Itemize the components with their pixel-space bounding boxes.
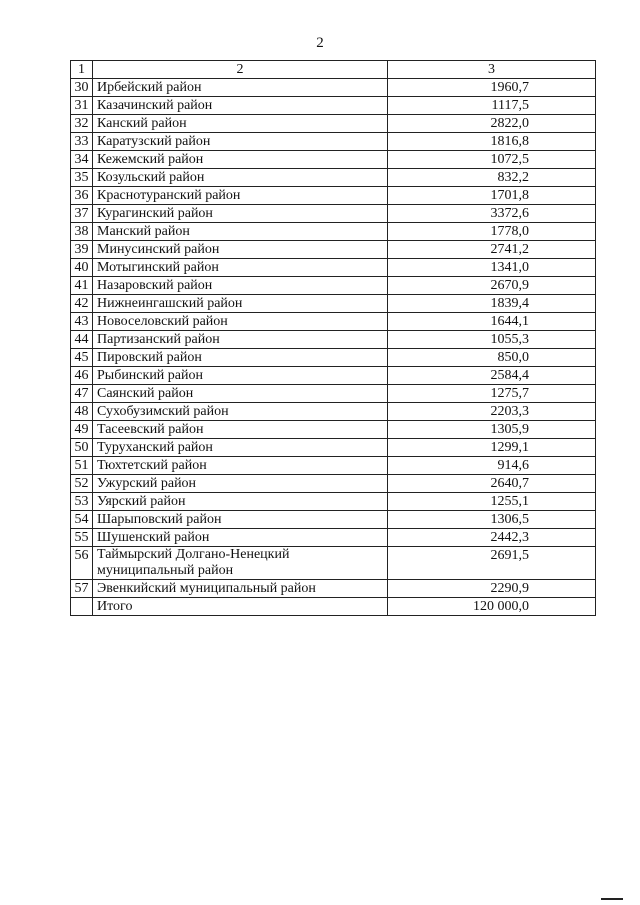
- row-number: 49: [71, 421, 93, 439]
- row-number: 33: [71, 133, 93, 151]
- amount-value: 1275,7: [388, 385, 596, 403]
- scan-mark: [601, 898, 623, 900]
- table-row: [71, 385, 596, 403]
- row-number: 41: [71, 277, 93, 295]
- row-number: 57: [71, 580, 93, 598]
- table-row: [71, 439, 596, 457]
- district-name: Сухобузимский район: [93, 403, 388, 421]
- district-name: Манский район: [93, 223, 388, 241]
- table-row: [71, 331, 596, 349]
- amount-value: 1255,1: [388, 493, 596, 511]
- amount-value: 2670,9: [388, 277, 596, 295]
- table-row: [71, 205, 596, 223]
- amount-value: 1117,5: [388, 97, 596, 115]
- table-row: [71, 475, 596, 493]
- district-name: Каратузский район: [93, 133, 388, 151]
- amount-value: 2442,3: [388, 529, 596, 547]
- table-row: [71, 367, 596, 385]
- row-number: 32: [71, 115, 93, 133]
- table-body: [71, 61, 596, 616]
- amount-value: 2822,0: [388, 115, 596, 133]
- district-name: Таймырский Долгано-Ненецкий муниципальный район: [93, 547, 388, 580]
- amount-value: 2741,2: [388, 241, 596, 259]
- table-header-row: [71, 61, 596, 79]
- table-row: [71, 151, 596, 169]
- district-name: Ужурский район: [93, 475, 388, 493]
- table-row: [71, 97, 596, 115]
- row-number: 50: [71, 439, 93, 457]
- amount-value: 2691,5: [388, 547, 596, 580]
- row-number: 54: [71, 511, 93, 529]
- header-col-2: 2: [93, 61, 388, 79]
- table-row: [71, 241, 596, 259]
- district-name: Тюхтетский район: [93, 457, 388, 475]
- amount-value: 1306,5: [388, 511, 596, 529]
- district-name: Казачинский район: [93, 97, 388, 115]
- amount-value: 1778,0: [388, 223, 596, 241]
- table-row: [71, 547, 596, 580]
- row-number: 31: [71, 97, 93, 115]
- amount-value: 3372,6: [388, 205, 596, 223]
- row-number: 35: [71, 169, 93, 187]
- table-row: [71, 223, 596, 241]
- district-name: Кежемский район: [93, 151, 388, 169]
- table-row: [71, 511, 596, 529]
- table-row: [71, 421, 596, 439]
- district-name: Канский район: [93, 115, 388, 133]
- district-name: Эвенкийский муниципальный район: [93, 580, 388, 598]
- row-number: 39: [71, 241, 93, 259]
- district-name: Курагинский район: [93, 205, 388, 223]
- table-row: [71, 313, 596, 331]
- district-name: Новоселовский район: [93, 313, 388, 331]
- amount-value: 1644,1: [388, 313, 596, 331]
- table-row: [71, 580, 596, 598]
- row-number: 34: [71, 151, 93, 169]
- district-name: Тасеевский район: [93, 421, 388, 439]
- amount-value: 1305,9: [388, 421, 596, 439]
- table-row: [71, 133, 596, 151]
- table-row: [71, 493, 596, 511]
- row-number: 37: [71, 205, 93, 223]
- table-row: [71, 403, 596, 421]
- row-number: 47: [71, 385, 93, 403]
- district-name: Рыбинский район: [93, 367, 388, 385]
- district-name: Минусинский район: [93, 241, 388, 259]
- amount-value: 1701,8: [388, 187, 596, 205]
- row-number: 56: [71, 547, 93, 580]
- row-number: 43: [71, 313, 93, 331]
- header-col-1: 1: [71, 61, 93, 79]
- amount-value: 1072,5: [388, 151, 596, 169]
- row-number: 51: [71, 457, 93, 475]
- district-name: Мотыгинский район: [93, 259, 388, 277]
- amount-value: 2584,4: [388, 367, 596, 385]
- amount-value: 1341,0: [388, 259, 596, 277]
- amount-value: 1816,8: [388, 133, 596, 151]
- district-name: Пировский район: [93, 349, 388, 367]
- district-name: Краснотуранский район: [93, 187, 388, 205]
- table-row: [71, 187, 596, 205]
- row-number: 55: [71, 529, 93, 547]
- table-row: [71, 115, 596, 133]
- table-row: [71, 259, 596, 277]
- table-row: [71, 295, 596, 313]
- amount-value: 2203,3: [388, 403, 596, 421]
- row-number: 52: [71, 475, 93, 493]
- district-name: Партизанский район: [93, 331, 388, 349]
- row-number: 38: [71, 223, 93, 241]
- district-name: Шарыповский район: [93, 511, 388, 529]
- district-name: Ирбейский район: [93, 79, 388, 97]
- district-name: Саянский район: [93, 385, 388, 403]
- amount-value: 850,0: [388, 349, 596, 367]
- allocation-table: [70, 60, 596, 616]
- row-number: 30: [71, 79, 93, 97]
- table-row: [71, 169, 596, 187]
- row-number: 42: [71, 295, 93, 313]
- row-number: 44: [71, 331, 93, 349]
- amount-value: 914,6: [388, 457, 596, 475]
- amount-value: 832,2: [388, 169, 596, 187]
- district-name: Шушенский район: [93, 529, 388, 547]
- table-row: [71, 277, 596, 295]
- table-row: [71, 349, 596, 367]
- header-col-3: 3: [388, 61, 596, 79]
- row-number: 48: [71, 403, 93, 421]
- amount-value: 1839,4: [388, 295, 596, 313]
- row-number: 40: [71, 259, 93, 277]
- row-number: 36: [71, 187, 93, 205]
- district-name: Туруханский район: [93, 439, 388, 457]
- page-number: 2: [316, 35, 324, 51]
- row-number: 45: [71, 349, 93, 367]
- total-label: Итого: [93, 598, 388, 616]
- amount-value: 1299,1: [388, 439, 596, 457]
- district-name: Уярский район: [93, 493, 388, 511]
- district-name: Нижнеингашский район: [93, 295, 388, 313]
- table-total-row: [71, 598, 596, 616]
- district-name: Назаровский район: [93, 277, 388, 295]
- table-row: [71, 79, 596, 97]
- table-row: [71, 457, 596, 475]
- total-value: 120 000,0: [388, 598, 596, 616]
- amount-value: 2640,7: [388, 475, 596, 493]
- district-name: Козульский район: [93, 169, 388, 187]
- table-row: [71, 529, 596, 547]
- amount-value: 2290,9: [388, 580, 596, 598]
- row-number: 53: [71, 493, 93, 511]
- amount-value: 1960,7: [388, 79, 596, 97]
- amount-value: 1055,3: [388, 331, 596, 349]
- total-number: [71, 598, 93, 616]
- row-number: 46: [71, 367, 93, 385]
